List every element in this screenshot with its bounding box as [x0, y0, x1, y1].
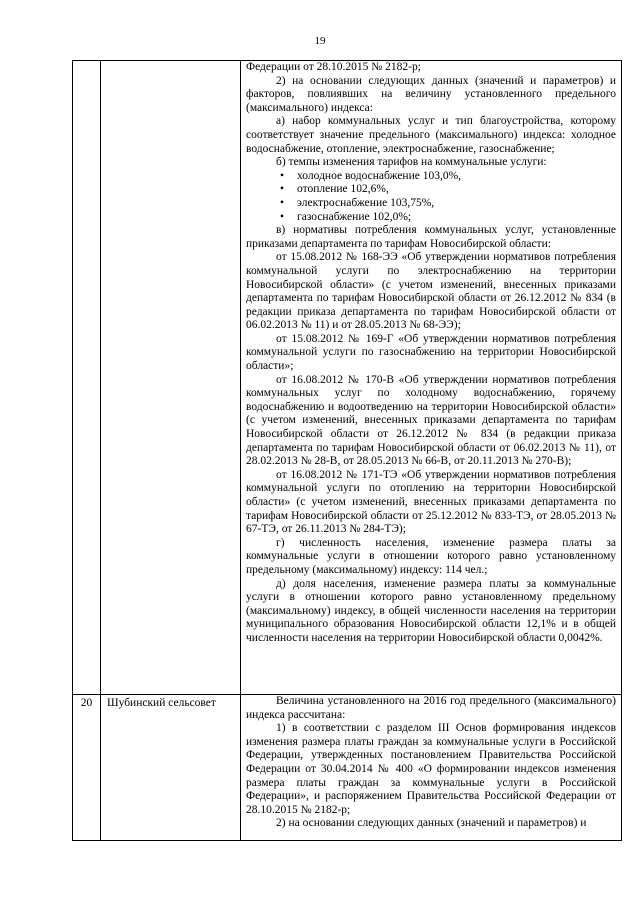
index-table — [72, 60, 622, 841]
paragraph: 1) в соответствии с разделом III Основ формирования индексов изменения размера платы граждан за коммунальные услуги в Российской Федерации, утвержденных постановлением Правительства Российской Федерации от 30.04.2014 № 400 «О формировании индексов изменения размера платы граждан за коммунальные услуги в Российской Федерации», и распоряжением Правительства Российской Федерации от 28.10.2015 № 2182-р; — [246, 722, 616, 816]
page-number: 19 — [314, 35, 326, 47]
paragraph: от 16.08.2012 № 171-ТЭ «Об утверждении нормативов потребления коммунальной услуги по отоплению на территории Новосибирской области» (с учетом изменений, внесенных приказами департамента по тарифам Новосибирской области от 25.12.2012 № 833-ТЭ, от 28.05.2013 № 67-ТЭ, от 26.11.2013 № 284-ТЭ); — [246, 468, 616, 536]
description-cell — [241, 695, 622, 841]
paragraph: от 15.08.2012 № 169-Г «Об утверждении нормативов потребления коммунальной услуги по газоснабжению на территории Новосибирской области»; — [246, 332, 616, 373]
paragraph: д) доля населения, изменение размера платы за коммунальные услуги в отношении которого равно установленному предельному (максимальному) индексу, в общей численности населения на территории муниципального образования Новосибирской области 12,1% и в общей численности населения на территории Новосибирской области 0,0042%. — [246, 577, 616, 644]
municipality-name-cell — [101, 61, 241, 695]
paragraph: 2) на основании следующих данных (значений и параметров) и факторов, повлиявших на величину установленного предельного (максимального) индекса: — [246, 74, 616, 114]
paragraph: г) численность населения, изменение размера платы за коммунальные услуги в отношении которого равно установленному предельному (максимальному) индексу: 114 чел.; — [246, 536, 616, 576]
table-row — [73, 695, 622, 841]
paragraph: б) темпы изменения тарифов на коммунальные услуги: — [276, 156, 547, 169]
paragraph: от 16.08.2012 № 170-В «Об утверждении нормативов потребления коммунальных услуг по холодному водоснабжению, горячему водоснабжению и водоотведению на территории Новосибирской области» (с учетом изменений, внесенных приказами департамента по тарифам Новосибирской области от 26.12.2012 № 834 (в редакции приказа департамента по тарифам Новосибирской области от 06.02.2013 № 11), от 28.02.2013 № 28-В, от 28.05.2013 № 66-В, от 20.11.2013 № 270-В); — [246, 373, 616, 468]
bullet-item: • холодное водоснабжение 103,0%, — [246, 170, 616, 184]
paragraph: Величина установленного на 2016 год предельного (максимального) индекса рассчитана: — [246, 695, 616, 721]
paragraph: а) набор коммунальных услуг и тип благоустройства, которому соответствует значение предельного (максимального) индекса: холодное водоснабжение, отопление, электроснабжение, газоснабжение; — [246, 115, 616, 155]
paragraph: в) нормативы потребления коммунальных услуг, установленные приказами департамента по тарифам Новосибирской области: — [246, 224, 616, 250]
municipality-name-cell: Шубинский сельсовет — [101, 695, 241, 841]
bullet-item: • отопление 102,6%, — [246, 183, 616, 197]
description-cell — [241, 61, 622, 695]
table-row — [73, 61, 622, 695]
row-number-cell — [73, 61, 101, 695]
bullet-item: • газоснабжение 102,0%; — [246, 211, 616, 225]
bullet-item: • электроснабжение 103,75%, — [246, 197, 616, 211]
paragraph: 2) на основании следующих данных (значений и параметров) и — [276, 817, 587, 830]
row-number-cell: 20 — [73, 695, 101, 841]
paragraph: Федерации от 28.10.2015 № 2182-р; — [246, 61, 421, 73]
paragraph: от 15.08.2012 № 168-ЭЭ «Об утверждении нормативов потребления коммунальной услуги по электроснабжению на территории Новосибирской области» (с учетом изменений, внесенных приказами департамента по тарифам Новосибирской области от 26.12.2012 № 834 (в редакции приказа департамента по тарифам Новосибирской области от 06.02.2013 № 11) и от 28.05.2013 № 68-ЭЭ); — [246, 251, 616, 332]
